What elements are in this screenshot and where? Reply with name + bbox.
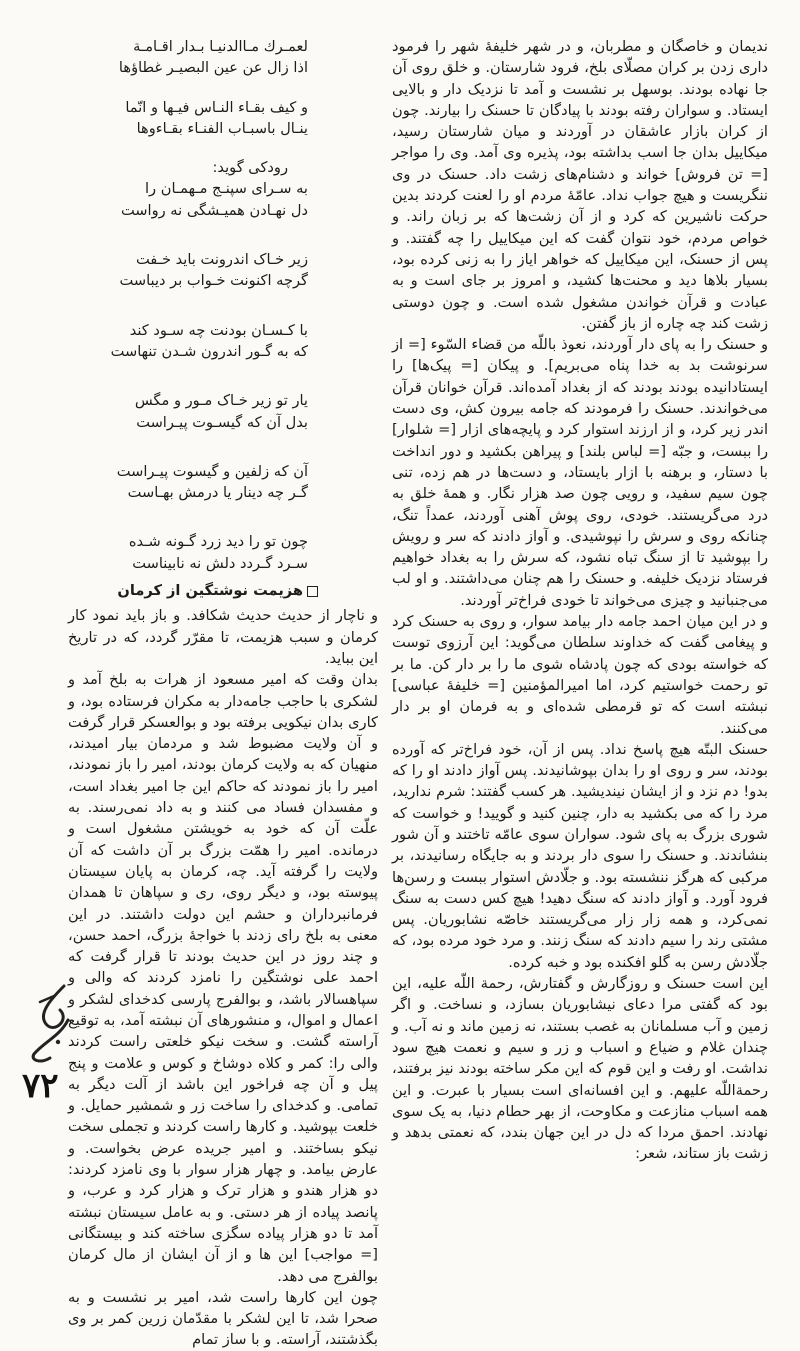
verse-line: گـر چه دینار یا درمش بهـاست bbox=[127, 484, 308, 502]
verse-line: زیر خـاک اندرونت باید خـفت bbox=[135, 251, 308, 269]
paragraph: چون این کارها راست شد، امیر بر نشست و به صحرا شد، تا این لشکر با مقدّمان زرین کمر بر وی بگذشتند، آراسته. و با ساز تمام bbox=[68, 1288, 378, 1349]
verse-line: لعمـرك مـاالدنیـا بـدار اقـامـة bbox=[133, 38, 308, 55]
verse-line: اذا زال عن عین البصیـر غطاؤها bbox=[118, 59, 308, 77]
persian-verse bbox=[68, 461, 378, 504]
section-heading-text: هزیمت نوشتگین از کرمان bbox=[117, 582, 303, 600]
section-heading bbox=[68, 580, 378, 601]
paragraph: و در این میان احمد جامه دار بیامد سوار، و روی به حسنک کرد و پیغامی گفت که خداوند سلطان می‌گوید: این آرزوی توست که خواسته بودی که چون پادشاه شوی ما را بر دار کن. ما بر تو رحمت خواستیم کرد، اما امیرالمؤمنین [= خلیفهٔ عباسی] نبشته است که تو قرمطی شده‌ای و به فرمان او بر دار می‌کنند. bbox=[392, 613, 768, 737]
persian-verse bbox=[68, 249, 378, 292]
paragraph: حسنک البتّه هیچ پاسخ نداد. پس از آن، خود فراخ‌تر که آورده بودند، سر و روی او را بدان بپوشانیدند. پس آواز دادند او را که بدو! دم نزد و از ایشان نیندیشید. هر کسب گفتند: شرم ندارید، مرد را که می بکشید به دار، چنین کنید و گویید! و خواست که شوری بزرگ به پای شود. سواران سوی عامّه تاختند و آن شور بنشاندند. و حسنک را سوی دار بردند و به جایگاه رسانیدند، بر مرکبی که هرگز ننشسته بود. و جلّادش استوار ببست و رسن‌ها فرود آورد. و آواز دادند که سنگ دهید! هیچ کس دست به سنگ نمی‌کرد، و همه زار زار می‌گریستند خاصّه نشابوریان. پس مشتی رند را سیم دادند که سنگ زنند. و مرد خود مرده بود، که جلّادش رسن به گلو افکنده بود و خبه کرده. bbox=[392, 740, 768, 971]
verse-line: گرچه اکنونت خـواب بر دیباست bbox=[119, 272, 308, 290]
verse-line: یار تو زیر خـاک مـور و مگس bbox=[134, 392, 308, 410]
verse-line: دل نهـادن همیـشگی نه رواست bbox=[120, 201, 308, 219]
persian-verse bbox=[68, 531, 378, 574]
square-bullet-icon bbox=[307, 586, 318, 597]
persian-verse bbox=[68, 178, 378, 221]
paragraph: ندیمان و خاصگان و مطربان، و در شهر خلیفهٔ شهر را فرمود داری زدن بر کران مصلّای بلخ، فرود شارستان. و خلق روی آن جا نهاده بودند. بوسهل بر نشست و آمد تا نزدیک دار و بالایی ایستاد. و سواران رفته بودند با پیادگان تا حسنک را بیارند. چون از کران بازار عاشقان در آوردند و میان شارستان رسید، میکاییل بدان جا اسب بداشته بود، پذیره وی آمد. وی را مواجر [= تن فروش] خواند و دشنام‌های زشت داد. حسنک در وی ننگریست و هیچ جواب نداد. عامّهٔ مردم او را لعنت کردند بدین حرکت ناشیرین که کرد و از آن زشت‌ها که بر زبان راند. و خواص مردم، خود نتوان گفت که این میکاییل را چه گفتند. و پس از حسنک، این میکاییل که خواهر ایاز را به زنی کرده بود، بسیار بلاها دید و محنت‌ها کشید، و امروز بر جای است و به عبادت و قرآن خواندن مشغول شده است. و چون دوستی زشت کند چه چاره از باز گفتن. bbox=[392, 38, 768, 332]
paragraph: بدان وقت که امیر مسعود از هرات به بلخ آمد و لشکری با حاجب جامه‌دار به مکران فرستاده بود، و کاری بدان نیکویی برفته بود و بوالعسکر قرار گرفت و آن ولایت مضبوط شد و مردمان بیار امیدند، منهیان که به ولایت کرمان بودند، امیر را باز نمودند، امیر را باز نمودند که حاکم این جا امیر بغداد است، و مفسدان فساد می کنند و به داد نمی‌رسند. به علّت آن که خود به خویشتن مشغول است و درمانده. امیر را همّت بزرگ بر آن داشت که آن ولایت را گرفته آید. چه، کرمان به پایان سیستان پیوسته بود، و دیگر روی، ری و سپاهان تا همدان فرمانبرداران و حشم این دولت داشتند. در این معنی به بلخ رای زدند با خواجهٔ بزرگ، احمد حسن، و چند روز در این حدیث بودند تا قرار گرفت که احمد علی نوشتگین را نامزد کردند که والی و سپاهسالار باشد، و بوالفرج پارسی کدخدای لشکر و اعمال و اموال، و منشورهای آن نبشته آمد، به توقیع آراسته گشت. و سخت نیکو خلعتی راست کردند والی را: کمر و کلاه دوشاخ و کوس و علامت و پنج پیل و آن چه فراخور این باشد از آلت دیگر به تمامی. و کدخدای را ساخت زر و شمشیر حمایل. و خلعت بپوشید. و کارها راست کردند و تجملی سخت نیکو بساختند. و امیر جریده عرض بخواست. و عارض بیامد. و چهار هزار سوار با وی نامزد کردند: دو هزار هندو و هزار ترک و هزار کرد و عرب، و پانصد پیاده از هر دستی. و به عامل سیستان نبشته آمد تا دو هزار پیاده سگزی ساخته کند و بیستگانی [= مواجب] این ها و از آن ایشان از مال کرمان بوالفرج می دهد. bbox=[68, 671, 378, 1285]
verse-line: با کـسـان بودنت چه سـود کند bbox=[129, 321, 308, 339]
persian-verse bbox=[68, 390, 378, 433]
verse-line: بدل آن که گیسـوت پیـراست bbox=[136, 413, 308, 431]
right-column bbox=[392, 36, 768, 1165]
persian-verse bbox=[68, 320, 378, 363]
left-column bbox=[68, 36, 378, 1351]
paragraph: و حسنک را به پای دار آوردند، نعوذ باللّه من قضاء السّوء [= از سرنوشت بد به خدا پناه می‌بریم]. و پیکان [= پیک‌ها] را ایستادانیده بودند بودند که از بغداد آمده‌اند. قرآن خوانان قرآن می‌خواندند. حسنک را فرمودند که جامه بیرون کش، وی دست اندر زیر کرد، و از ارزند استوار کرد و پایچه‌های ازار [= شلوار] را ببست، و جبّه [= لباس بلند] و پیراهن بکشید و دور انداخت با دستار، و برهنه با ازار بایستاد، و دست‌ها در هم زده، تنی چون سیم سفید، و رویی چون صد هزار نگار. و همهٔ خلق به درد می‌گریستند. خودی، روی پوش آهنی آوردند، عمداً تنگ، چنانکه روی و سرش را نپوشیدی. و آواز دادند که سر و رویش را بپوشید تا از سنگ تباه نشود، که سرش را به بغداد خواهیم فرستاد نزدیک خلیفه. و حسنک را هم چنان می‌داشتند. و او لب می‌جنبانید و چیزی می‌خواند تا خودی فراخ‌تر آوردند. bbox=[392, 336, 768, 609]
verse-line: چون تو را دید زرد گـونه شـده bbox=[128, 533, 308, 551]
rudaki-intro: رودکی گوید: bbox=[212, 159, 288, 177]
paragraph: و ناچار از حدیث حدیث شکافد. و باز باید نمود کار کرمان و سبب هزیمت، تا مقرّر گردد، که در تاریخ این بباید. bbox=[68, 607, 378, 667]
kerman-calligraphy-logo bbox=[20, 980, 80, 1066]
verse-line: آن که زلفین و گیسوت پیـراست bbox=[116, 462, 308, 480]
verse-line: سـرد گـردد دلش نه نابیناست bbox=[132, 554, 308, 572]
arabic-verse bbox=[68, 97, 378, 140]
paragraph: این است حسنک و روزگارش و گفتارش، رحمة اللّه علیه، این بود که گفتی مرا دعای نیشابوریان بسازد، و نساخت. و اگر زمین و آب مسلمانان به غصب بستند، نه زمین ماند و نه آب. و چندان غلام و ضیاع و اسباب و زر و سیم و نعمت هیچ سود نداشت. او رفت و این قوم که این مکر ساخته بودند نیز برفتند، رحمةاللّه علیهم. و این افسانه‌ای است بسیار با عبرت. و این همه اسباب منازعت و مکاوحت، از بهر حطام دنیا، به یک سوی نهادند. احمق مردا که دل در این جهان بندد، که نعمتی بدهد و زشت باز ستاند، شعر: bbox=[392, 975, 768, 1163]
verse-line: که به گـور اندرون شـدن تنهاست bbox=[110, 342, 308, 360]
page-number: ۷۲ bbox=[22, 1066, 59, 1106]
verse-line: ینـال باسبـاب الفنـاء بقـاءوها bbox=[136, 119, 308, 137]
arabic-verse bbox=[68, 36, 378, 79]
verse-line: به سـرای سپنـج مـهمـان را bbox=[144, 180, 308, 198]
verse-line: و کیف بقـاء النـاس فیـها و انّما bbox=[125, 98, 308, 116]
